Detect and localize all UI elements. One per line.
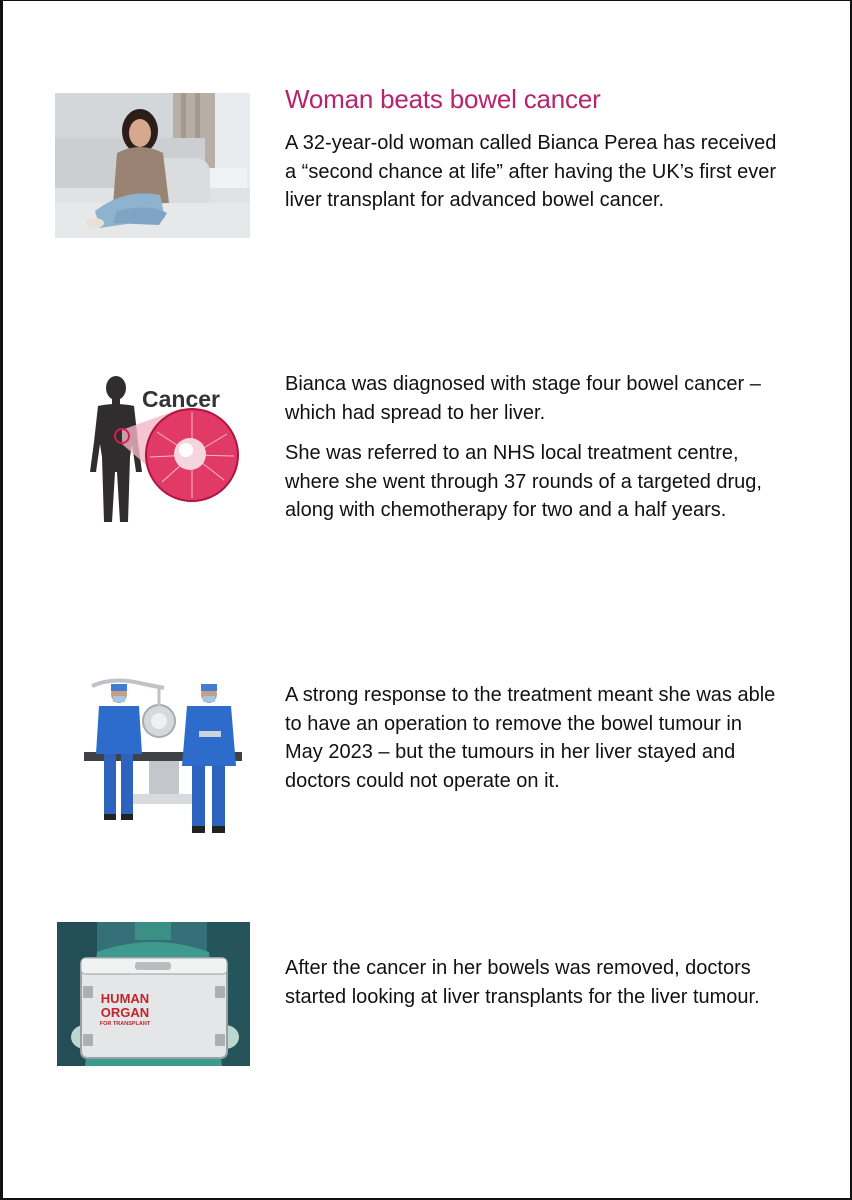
paragraph: A 32-year-old woman called Bianca Perea has received a “second chance at life” after having the UK’s first ever liver transplant for advanced bowel cancer. [285, 132, 777, 211]
paragraph: A strong response to the treatment meant she was able to have an operation to remove the bowel tumour in May 2023 – but the tumours in her liver stayed and doctors could not operate on it. [285, 684, 776, 792]
organ-label-line: FOR TRANSPLANT [99, 1021, 151, 1027]
organ-transport-box-photo [57, 922, 250, 1066]
organ-label-line: HUMAN [100, 991, 150, 1006]
organ-box-label [95, 992, 155, 1028]
page-title: Woman beats bowel cancer [285, 84, 601, 114]
cancer-label: Cancer [142, 386, 220, 412]
woman-photo [55, 93, 250, 238]
organ-label-line: ORGAN [100, 1005, 150, 1020]
paragraph: She was referred to an NHS local treatment centre, where she went through 37 rounds of a targeted drug, along with chemotherapy for two and a half years. [285, 442, 762, 521]
cancer-body-illustration [82, 372, 242, 527]
paragraph: Bianca was diagnosed with stage four bowel cancer – which had spread to her liver. [285, 373, 761, 424]
surgeons-photo [84, 676, 244, 838]
paragraph: After the cancer in her bowels was removed, doctors started looking at liver transplants for the liver tumour. [285, 957, 760, 1008]
